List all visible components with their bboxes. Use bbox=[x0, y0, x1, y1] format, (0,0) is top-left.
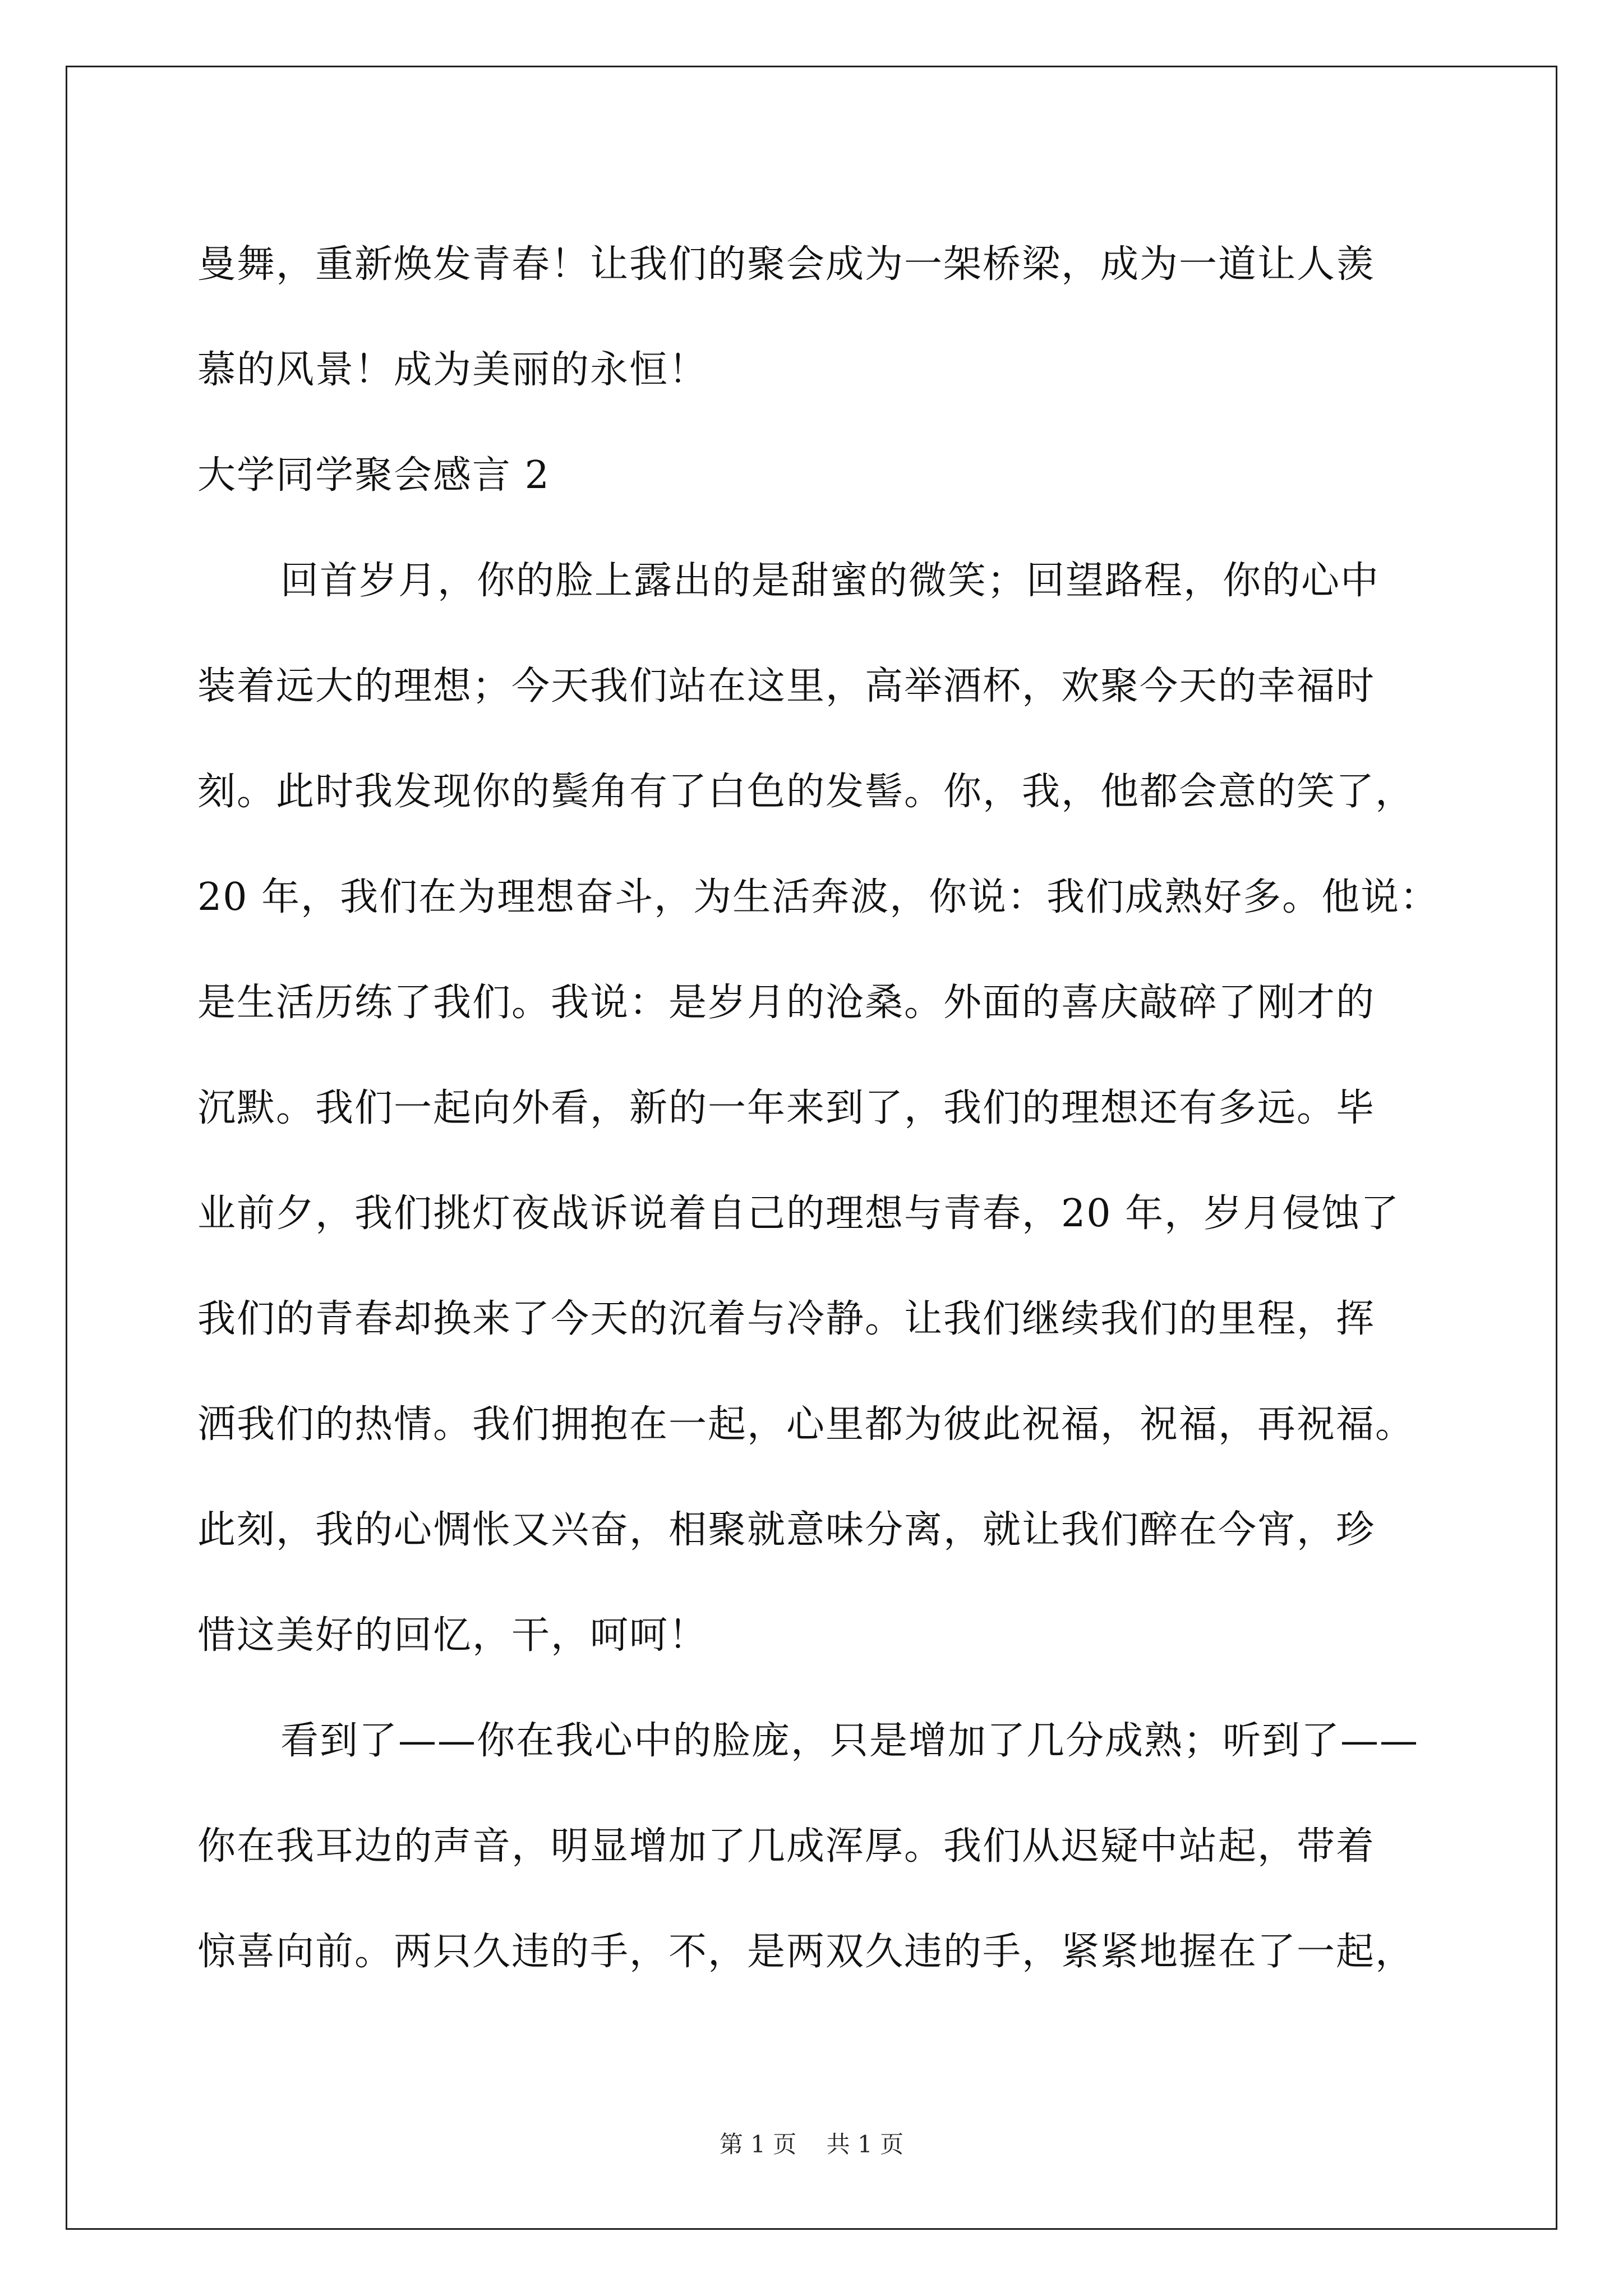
text-line: 是生活历练了我们。我说：是岁月的沧桑。外面的喜庆敲碎了刚才的 bbox=[197, 981, 1376, 1025]
text-line: 慕的风景！成为美丽的永恒！ bbox=[197, 348, 708, 392]
text-line: 业前夕，我们挑灯夜战诉说着自己的理想与青春，20 年，岁月侵蚀了 bbox=[197, 1191, 1400, 1236]
text-line: 沉默。我们一起向外看，新的一年来到了，我们的理想还有多远。毕 bbox=[197, 1086, 1376, 1130]
text-line: 曼舞，重新焕发青春！让我们的聚会成为一架桥梁，成为一道让人羡 bbox=[197, 242, 1376, 287]
text-line: 你在我耳边的声音，明显增加了几成浑厚。我们从迟疑中站起，带着 bbox=[197, 1824, 1376, 1869]
page-footer bbox=[0, 2126, 1623, 2160]
text-line: 装着远大的理想；今天我们站在这里，高举酒杯，欢聚今天的幸福时 bbox=[197, 664, 1376, 708]
paragraph-start-line: 回首岁月，你的脸上露出的是甜蜜的微笑；回望路程，你的心中 bbox=[280, 559, 1380, 603]
text-line: 我们的青春却换来了今天的沉着与冷静。让我们继续我们的里程，挥 bbox=[197, 1297, 1376, 1341]
text-line: 惊喜向前。两只久违的手，不，是两双久违的手，紧紧地握在了一起， bbox=[197, 1930, 1415, 1974]
text-line: 20 年，我们在为理想奋斗，为生活奔波，你说：我们成熟好多。他说： bbox=[197, 875, 1440, 919]
text-line: 洒我们的热情。我们拥抱在一起，心里都为彼此祝福，祝福，再祝福。 bbox=[197, 1402, 1415, 1447]
page-number-total: 共 1 页 bbox=[826, 2131, 904, 2158]
paragraph-start-line: 看到了——你在我心中的脸庞，只是增加了几分成熟；听到了—— bbox=[280, 1719, 1419, 1763]
page-number-current: 第 1 页 bbox=[719, 2131, 797, 2158]
document-body bbox=[197, 212, 1465, 2005]
section-heading: 大学同学聚会感言 2 bbox=[197, 453, 550, 498]
text-line: 刻。此时我发现你的鬓角有了白色的发髻。你，我，他都会意的笑了， bbox=[197, 770, 1415, 814]
text-line: 惜这美好的回忆，干，呵呵！ bbox=[197, 1613, 708, 1658]
text-line: 此刻，我的心惆怅又兴奋，相聚就意味分离，就让我们醉在今宵，珍 bbox=[197, 1508, 1376, 1552]
